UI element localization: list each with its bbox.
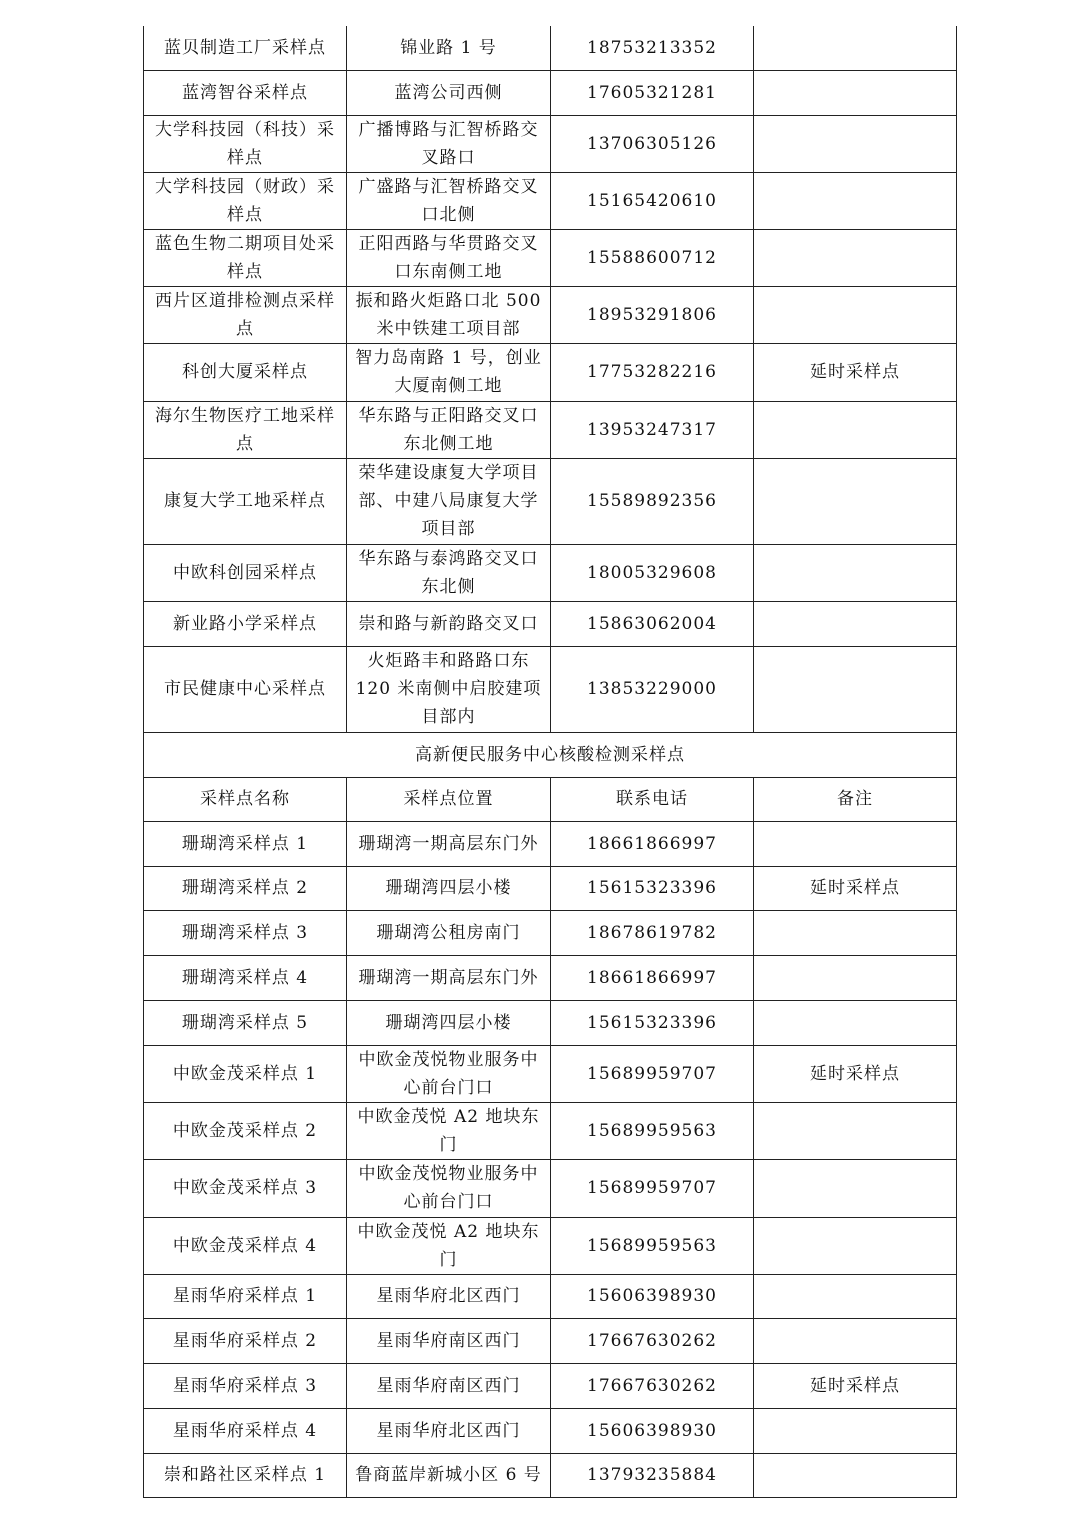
table-row: [144, 229, 957, 286]
contact-phone: 15165420610: [551, 172, 754, 229]
sampling-point-name: 珊瑚湾采样点 2: [144, 866, 347, 910]
sampling-point-location: 星雨华府北区西门: [347, 1408, 551, 1453]
sampling-point-location: 广盛路与汇智桥路交叉口北侧: [347, 172, 551, 229]
sampling-point-location: 华东路与正阳路交叉口东北侧工地: [347, 401, 551, 458]
remark: [754, 115, 957, 172]
remark: 延时采样点: [754, 1045, 957, 1102]
contact-phone: 15606398930: [551, 1274, 754, 1318]
table-row: [144, 955, 957, 1000]
sampling-point-name: 大学科技园（财政）采样点: [144, 172, 347, 229]
sampling-point-name: 珊瑚湾采样点 1: [144, 821, 347, 866]
sampling-point-name: 西片区道排检测点采样点: [144, 286, 347, 343]
contact-phone: 15606398930: [551, 1408, 754, 1453]
header-location: 采样点位置: [347, 777, 551, 821]
section-title-row: [144, 732, 957, 777]
sampling-point-name: 星雨华府采样点 3: [144, 1363, 347, 1408]
contact-phone: 13953247317: [551, 401, 754, 458]
sampling-point-location: 正阳西路与华贯路交叉口东南侧工地: [347, 229, 551, 286]
remark: [754, 26, 957, 70]
sampling-point-location: 珊瑚湾公租房南门: [347, 910, 551, 955]
contact-phone: 15689959707: [551, 1159, 754, 1217]
sampling-point-name: 星雨华府采样点 2: [144, 1318, 347, 1363]
contact-phone: 13793235884: [551, 1453, 754, 1497]
remark: [754, 910, 957, 955]
contact-phone: 15689959707: [551, 1045, 754, 1102]
sampling-point-name: 珊瑚湾采样点 3: [144, 910, 347, 955]
sampling-point-location: 珊瑚湾一期高层东门外: [347, 955, 551, 1000]
remark: [754, 172, 957, 229]
remark: [754, 821, 957, 866]
sampling-point-name: 新业路小学采样点: [144, 601, 347, 646]
sampling-point-name: 蓝贝制造工厂采样点: [144, 26, 347, 70]
contact-phone: 15589892356: [551, 458, 754, 544]
remark: [754, 229, 957, 286]
sampling-point-location: 智力岛南路 1 号，创业大厦南侧工地: [347, 343, 551, 401]
sampling-point-location: 中欧金茂悦物业服务中心前台门口: [347, 1045, 551, 1102]
contact-phone: 15689959563: [551, 1217, 754, 1274]
sampling-point-location: 星雨华府南区西门: [347, 1318, 551, 1363]
sampling-point-name: 大学科技园（科技）采样点: [144, 115, 347, 172]
sampling-point-name: 崇和路社区采样点 1: [144, 1453, 347, 1497]
sampling-point-name: 珊瑚湾采样点 4: [144, 955, 347, 1000]
contact-phone: 13706305126: [551, 115, 754, 172]
remark: [754, 1000, 957, 1045]
table-row: [144, 821, 957, 866]
contact-phone: 17667630262: [551, 1318, 754, 1363]
remark: [754, 1318, 957, 1363]
remark: 延时采样点: [754, 866, 957, 910]
sampling-point-name: 中欧金茂采样点 1: [144, 1045, 347, 1102]
header-note: 备注: [754, 777, 957, 821]
table-row: [144, 1217, 957, 1274]
table-row: [144, 646, 957, 732]
sampling-point-location: 蓝湾公司西侧: [347, 70, 551, 115]
sampling-point-location: 珊瑚湾四层小楼: [347, 1000, 551, 1045]
table-row: [144, 1453, 957, 1497]
sampling-point-name: 海尔生物医疗工地采样点: [144, 401, 347, 458]
contact-phone: 15863062004: [551, 601, 754, 646]
remark: [754, 458, 957, 544]
sampling-point-name: 星雨华府采样点 4: [144, 1408, 347, 1453]
sampling-point-location: 振和路火炬路口北 500 米中铁建工项目部: [347, 286, 551, 343]
sampling-point-location: 星雨华府北区西门: [347, 1274, 551, 1318]
sampling-point-name: 康复大学工地采样点: [144, 458, 347, 544]
table-row: [144, 458, 957, 544]
sampling-point-name: 中欧金茂采样点 2: [144, 1102, 347, 1159]
sampling-point-name: 蓝色生物二期项目处采样点: [144, 229, 347, 286]
remark: [754, 1217, 957, 1274]
table-row: [144, 172, 957, 229]
contact-phone: 17753282216: [551, 343, 754, 401]
remark: [754, 955, 957, 1000]
remark: [754, 1408, 957, 1453]
remark: [754, 646, 957, 732]
remark: [754, 544, 957, 601]
contact-phone: 17667630262: [551, 1363, 754, 1408]
table-row: [144, 343, 957, 401]
table-row: [144, 1408, 957, 1453]
contact-phone: 13853229000: [551, 646, 754, 732]
table-row: [144, 1363, 957, 1408]
contact-phone: 18005329608: [551, 544, 754, 601]
sampling-point-location: 火炬路丰和路路口东 120 米南侧中启胶建项目部内: [347, 646, 551, 732]
table-row: [144, 286, 957, 343]
sampling-point-name: 星雨华府采样点 1: [144, 1274, 347, 1318]
sampling-point-location: 锦业路 1 号: [347, 26, 551, 70]
sampling-point-location: 中欧金茂悦物业服务中心前台门口: [347, 1159, 551, 1217]
contact-phone: 15689959563: [551, 1102, 754, 1159]
sampling-point-location: 华东路与泰鸿路交叉口东北侧: [347, 544, 551, 601]
table-row: [144, 1159, 957, 1217]
header-phone: 联系电话: [551, 777, 754, 821]
sampling-point-location: 崇和路与新韵路交叉口: [347, 601, 551, 646]
contact-phone: 18753213352: [551, 26, 754, 70]
remark: [754, 1453, 957, 1497]
sampling-point-location: 星雨华府南区西门: [347, 1363, 551, 1408]
remark: [754, 1102, 957, 1159]
sampling-point-name: 中欧金茂采样点 4: [144, 1217, 347, 1274]
header-name: 采样点名称: [144, 777, 347, 821]
sampling-point-name: 中欧科创园采样点: [144, 544, 347, 601]
sampling-point-name: 中欧金茂采样点 3: [144, 1159, 347, 1217]
table-row: [144, 1045, 957, 1102]
table-row: [144, 115, 957, 172]
remark: [754, 1159, 957, 1217]
sampling-point-name: 蓝湾智谷采样点: [144, 70, 347, 115]
section-title: 高新便民服务中心核酸检测采样点: [144, 732, 957, 777]
remark: [754, 70, 957, 115]
table-row: [144, 26, 957, 70]
contact-phone: 18953291806: [551, 286, 754, 343]
sampling-point-name: 珊瑚湾采样点 5: [144, 1000, 347, 1045]
table-row: [144, 1102, 957, 1159]
sampling-points-table: [143, 26, 957, 1498]
remark: 延时采样点: [754, 1363, 957, 1408]
remark: 延时采样点: [754, 343, 957, 401]
table-row: [144, 910, 957, 955]
header-row: [144, 777, 957, 821]
table-row: [144, 401, 957, 458]
table-row: [144, 70, 957, 115]
sampling-point-location: 广播博路与汇智桥路交叉路口: [347, 115, 551, 172]
sampling-point-location: 珊瑚湾四层小楼: [347, 866, 551, 910]
table-body: [144, 26, 957, 1497]
contact-phone: 17605321281: [551, 70, 754, 115]
contact-phone: 18678619782: [551, 910, 754, 955]
sampling-point-name: 市民健康中心采样点: [144, 646, 347, 732]
sampling-point-name: 科创大厦采样点: [144, 343, 347, 401]
sampling-point-location: 珊瑚湾一期高层东门外: [347, 821, 551, 866]
table-row: [144, 1274, 957, 1318]
table-row: [144, 1000, 957, 1045]
remark: [754, 286, 957, 343]
table-row: [144, 544, 957, 601]
sampling-point-location: 中欧金茂悦 A2 地块东门: [347, 1217, 551, 1274]
contact-phone: 18661866997: [551, 821, 754, 866]
table-row: [144, 866, 957, 910]
remark: [754, 1274, 957, 1318]
remark: [754, 401, 957, 458]
contact-phone: 15615323396: [551, 1000, 754, 1045]
contact-phone: 15588600712: [551, 229, 754, 286]
sampling-point-location: 中欧金茂悦 A2 地块东门: [347, 1102, 551, 1159]
table-row: [144, 1318, 957, 1363]
sampling-point-location: 鲁商蓝岸新城小区 6 号: [347, 1453, 551, 1497]
contact-phone: 18661866997: [551, 955, 754, 1000]
sampling-point-location: 荣华建设康复大学项目部、中建八局康复大学项目部: [347, 458, 551, 544]
remark: [754, 601, 957, 646]
table-row: [144, 601, 957, 646]
contact-phone: 15615323396: [551, 866, 754, 910]
